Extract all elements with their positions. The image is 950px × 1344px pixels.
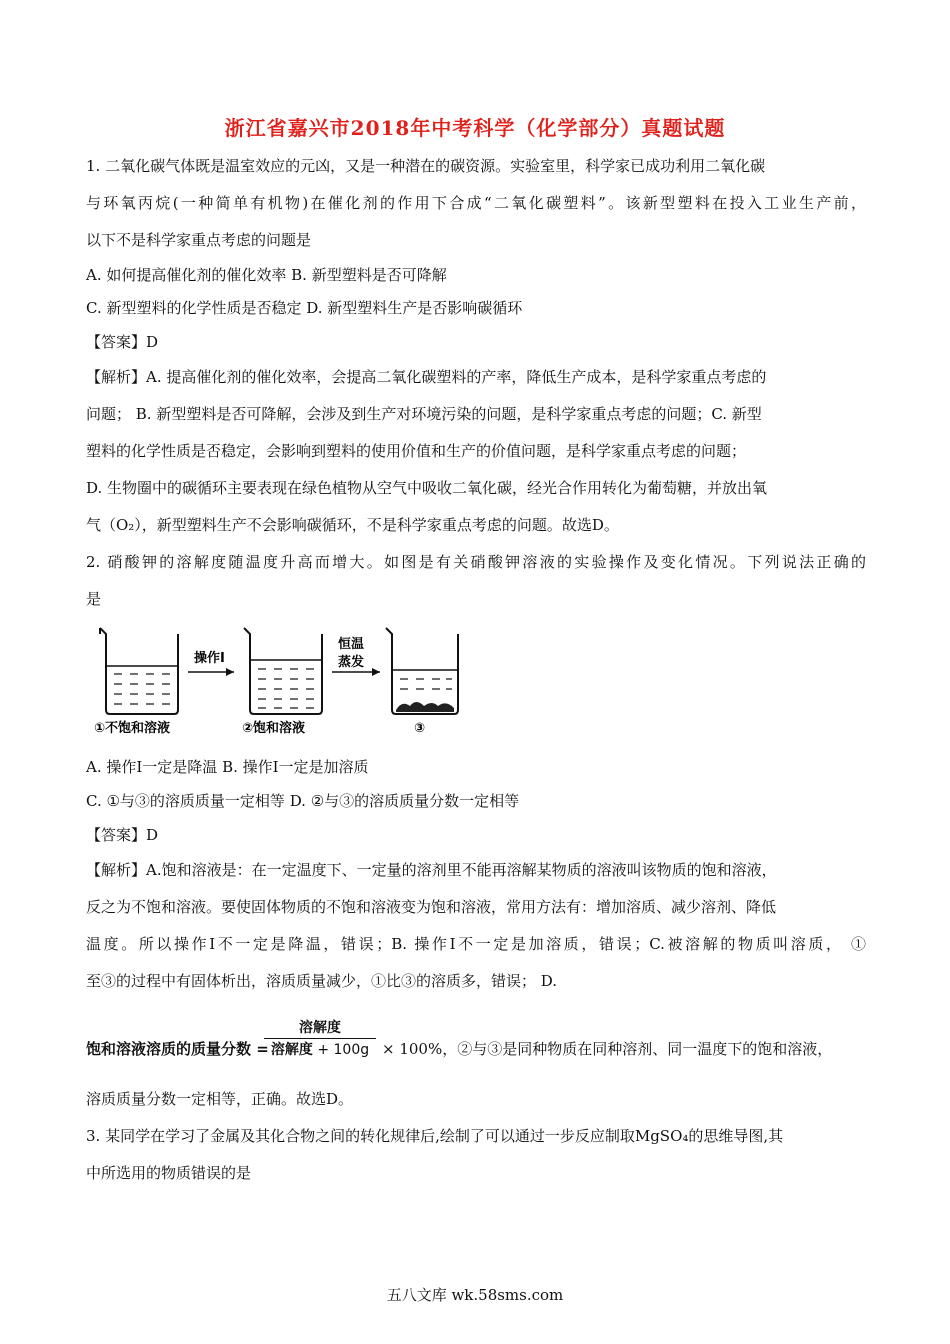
q2-answer: 【答案】D <box>86 826 159 844</box>
q1-analysis-2: 问题； B. 新型塑料是否可降解，会涉及到生产对环境污染的问题，是科学家重点考虑的问题；C. 新型 <box>86 405 762 423</box>
q2-options-ab: A. 操作Ⅰ一定是降温 B. 操作Ⅰ一定是加溶质 <box>86 758 369 776</box>
beaker-3 <box>386 628 458 714</box>
page-footer: 五八文库 wk.58sms.com <box>386 1286 564 1304</box>
beaker-2 <box>244 628 322 714</box>
beaker-2-label: ②饱和溶液 <box>242 721 306 736</box>
q3-line-2: 中所选用的物质错误的是 <box>86 1164 252 1182</box>
q1-options-ab: A. 如何提高催化剂的催化效率 B. 新型塑料是否可降解 <box>86 266 447 284</box>
q2-analysis-4: 至③的过程中有固体析出，溶质质量减少，①比③的溶质多，错误； D. <box>86 972 558 990</box>
crystal-precipitate <box>396 702 454 712</box>
q1-analysis-4: D. 生物圈中的碳循环主要表现在绿色植物从空气中吸收二氧化碳，经光合作用转化为葡萄糖，并放出氧 <box>86 479 768 497</box>
q2-analysis-2: 反之为不饱和溶液。要使固体物质的不饱和溶液变为饱和溶液，常用方法有：增加溶质、减少溶剂、降低 <box>86 898 777 916</box>
q1-line-3: 以下不是科学家重点考虑的问题是 <box>86 231 312 249</box>
q1-analysis-1: 【解析】A. 提高催化剂的催化效率，会提高二氧化碳塑料的产率，降低生产成本，是科学家重点考虑的 <box>86 368 767 386</box>
q1-line-1: 1. 二氧化碳气体既是温室效应的元凶，又是一种潜在的碳资源。实验室里，科学家已成功利用二氧化碳 <box>86 157 766 175</box>
operation-2-label-line-1: 恒温 <box>338 637 365 652</box>
q1-analysis-5: 气（O₂），新型塑料生产不会影响碳循环，不是科学家重点考虑的问题。故选D。 <box>86 516 619 534</box>
q3-line-1: 3. 某同学在学习了金属及其化合物之间的转化规律后,绘制了可以通过一步反应制取MgSO₄的思维导图,其 <box>86 1127 784 1145</box>
q1-answer: 【答案】D <box>86 333 159 351</box>
q1-options-cd: C. 新型塑料的化学性质是否稳定 D. 新型塑料生产是否影响碳循环 <box>86 299 523 317</box>
formula-fraction <box>264 1018 376 1061</box>
page-title: 浙江省嘉兴市2018年中考科学（化学部分）真题试题 <box>224 116 726 140</box>
q2-analysis-5: 溶质质量分数一定相等，正确。故选D。 <box>86 1090 354 1108</box>
beaker-diagram <box>92 622 472 742</box>
beaker-1 <box>100 628 178 714</box>
q2-options-cd: C. ①与③的溶质质量一定相等 D. ②与③的溶质质量分数一定相等 <box>86 792 520 810</box>
mass-fraction-formula <box>86 1018 866 1078</box>
formula-label: 饱和溶液溶质的质量分数 = <box>86 1040 269 1058</box>
formula-denominator: 溶解度 + 100g <box>270 1042 370 1058</box>
beaker-1-label: ①不饱和溶液 <box>94 721 171 736</box>
formula-tail: × 100%，②与③是同种物质在同种溶剂、同一温度下的饱和溶液， <box>382 1040 833 1058</box>
q2-analysis-3: 温度。所以操作Ⅰ不一定是降温，错误；B. 操作Ⅰ不一定是加溶质，错误；C.被溶解的物质叫溶质， ① <box>86 935 866 953</box>
q1-analysis-3: 塑料的化学性质是否稳定，会影响到塑料的使用价值和生产的价值问题，是科学家重点考虑的问题； <box>86 442 747 460</box>
operation-1-label: 操作Ⅰ <box>194 651 225 666</box>
q2-analysis-1: 【解析】A.饱和溶液是：在一定温度下、一定量的溶剂里不能再溶解某物质的溶液叫该物质的饱和溶液， <box>86 861 777 879</box>
operation-2-label-line-2: 蒸发 <box>338 655 365 670</box>
q1-line-2: 与环氧丙烷(一种简单有机物)在催化剂的作用下合成“二氧化碳塑料”。该新型塑料在投入工业生产前， <box>86 194 866 212</box>
q2-line-1: 2. 硝酸钾的溶解度随温度升高而增大。如图是有关硝酸钾溶液的实验操作及变化情况。下列说法正确的 <box>86 553 866 571</box>
beaker-3-label: ③ <box>414 721 426 736</box>
q2-line-2: 是 <box>86 590 102 608</box>
formula-numerator: 溶解度 <box>264 1018 376 1039</box>
